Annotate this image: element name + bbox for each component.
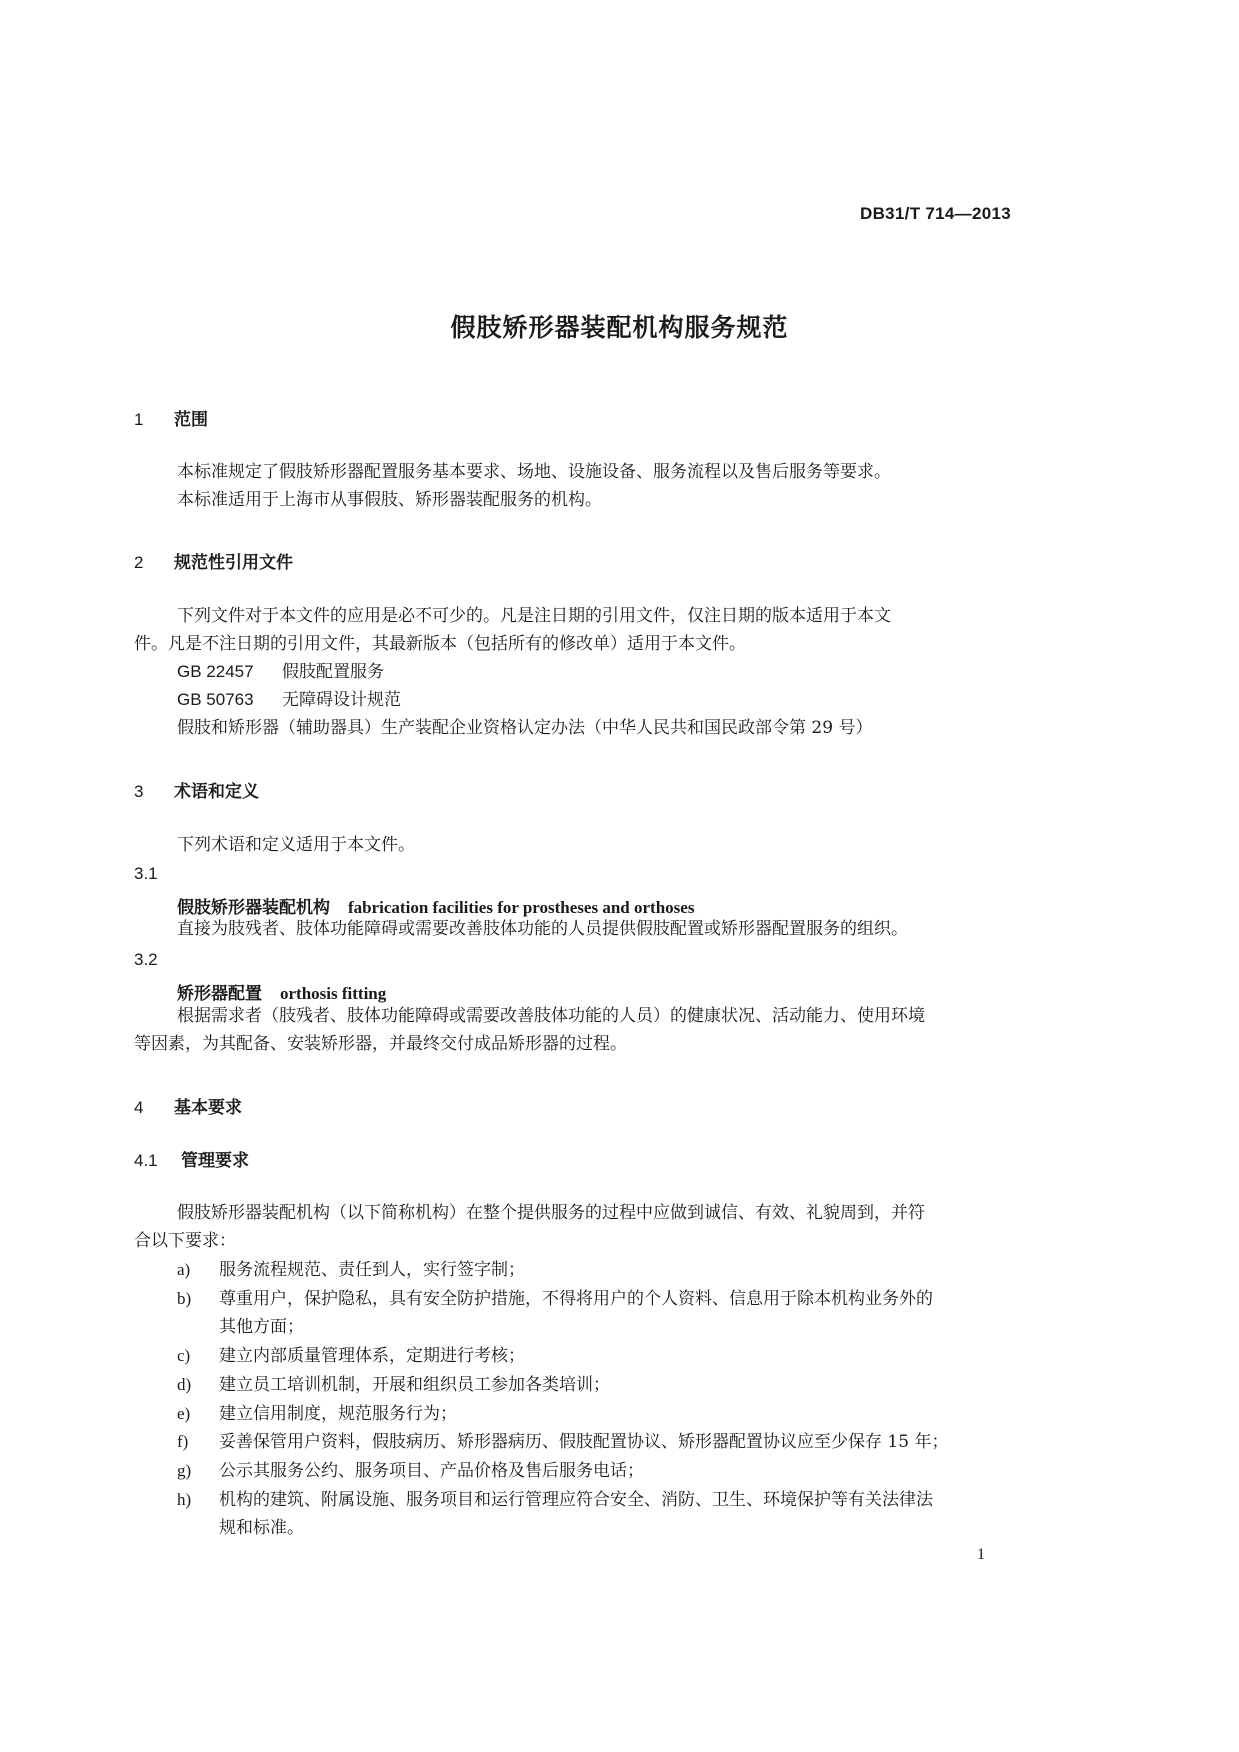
term-en: fabrication facilities for prostheses and orthoses: [348, 898, 695, 917]
page-number: 1: [977, 1546, 985, 1563]
list-label: e): [177, 1404, 191, 1423]
term-zh: 矫形器配置: [177, 984, 262, 1004]
list-label: b): [177, 1289, 192, 1308]
list-item: [177, 1342, 525, 1370]
term-heading: [177, 979, 386, 1004]
reference-item: 假肢和矫形器（辅助器具）生产装配企业资格认定办法（中华人民共和国民政部令第 29 号）: [177, 718, 873, 738]
list-text: 机构的建筑、附属设施、服务项目和运行管理应符合安全、消防、卫生、环境保护等有关法律法: [219, 1490, 933, 1510]
section-number: 3: [134, 782, 144, 801]
list-item: [177, 1256, 525, 1284]
section-number: 4: [134, 1098, 144, 1117]
subsection-4-1-heading: [134, 1146, 249, 1171]
paragraph-line: 合以下要求：: [134, 1231, 236, 1251]
list-label: h): [177, 1490, 192, 1509]
list-item: [177, 1428, 948, 1456]
paragraph: 本标准适用于上海市从事假肢、矫形器装配服务的机构。: [177, 490, 602, 510]
list-text: 建立信用制度，规范服务行为；: [219, 1404, 457, 1424]
section-3-heading: [134, 777, 259, 802]
list-label: f): [177, 1432, 189, 1451]
paragraph-line: 假肢矫形器装配机构（以下简称机构）在整个提供服务的过程中应做到诚信、有效、礼貌周到，并符: [177, 1203, 925, 1223]
list-text: 尊重用户，保护隐私，具有安全防护措施，不得将用户的个人资料、信息用于除本机构业务外的: [219, 1289, 933, 1309]
term-en: orthosis fitting: [280, 984, 387, 1003]
paragraph-line: 下列文件对于本文件的应用是必不可少的。凡是注日期的引用文件，仅注日期的版本适用于本文: [177, 606, 891, 626]
standard-code: DB31/T 714—2013: [860, 204, 1011, 223]
section-number: 2: [134, 553, 144, 572]
section-2-heading: [134, 548, 293, 573]
section-title: 规范性引用文件: [174, 553, 293, 573]
list-text: 建立内部质量管理体系，定期进行考核；: [219, 1346, 525, 1366]
section-title: 范围: [174, 410, 208, 430]
section-4-heading: [134, 1093, 242, 1118]
section-title: 基本要求: [174, 1098, 242, 1118]
reference-name: 假肢配置服务: [282, 662, 384, 682]
list-text: 服务流程规范、责任到人，实行签字制；: [219, 1260, 525, 1280]
page-title: 假肢矫形器装配机构服务规范: [450, 313, 789, 342]
term-zh: 假肢矫形器装配机构: [177, 898, 330, 918]
list-item: [177, 1400, 457, 1428]
list-text: 建立员工培训机制，开展和组织员工参加各类培训；: [219, 1375, 610, 1395]
reference-code: GB 50763: [177, 690, 254, 709]
term-number: 3.1: [134, 864, 158, 883]
list-item: [177, 1371, 610, 1399]
term-definition: 直接为肢残者、肢体功能障碍或需要改善肢体功能的人员提供假肢配置或矫形器配置服务的组织。: [177, 919, 908, 939]
list-item: [177, 1285, 933, 1313]
paragraph: 下列术语和定义适用于本文件。: [177, 835, 415, 855]
reference-name: 无障碍设计规范: [282, 690, 401, 710]
list-label: d): [177, 1375, 192, 1394]
list-label: c): [177, 1346, 191, 1365]
term-definition-line: 等因素，为其配备、安装矫形器，并最终交付成品矫形器的过程。: [134, 1034, 627, 1054]
list-label: a): [177, 1260, 191, 1279]
reference-item: [177, 658, 384, 686]
section-title: 术语和定义: [174, 782, 259, 802]
section-number: 1: [134, 410, 144, 429]
list-item: [177, 1457, 644, 1485]
paragraph-line: 件。凡是不注日期的引用文件，其最新版本（包括所有的修改单）适用于本文件。: [134, 634, 746, 654]
list-item-continuation: 其他方面；: [219, 1317, 304, 1337]
subsection-title: 管理要求: [181, 1151, 249, 1171]
term-definition-line: 根据需求者（肢残者、肢体功能障碍或需要改善肢体功能的人员）的健康状况、活动能力、使用环境: [177, 1006, 925, 1026]
list-item-continuation: 规和标准。: [219, 1518, 304, 1538]
subsection-number: 4.1: [134, 1151, 158, 1170]
list-label: g): [177, 1461, 192, 1480]
list-text: 妥善保管用户资料，假肢病历、矫形器病历、假肢配置协议、矫形器配置协议应至少保存 15 年；: [219, 1432, 949, 1452]
list-text: 公示其服务公约、服务项目、产品价格及售后服务电话；: [219, 1461, 644, 1481]
paragraph: 本标准规定了假肢矫形器配置服务基本要求、场地、设施设备、服务流程以及售后服务等要求。: [177, 462, 891, 482]
list-item: [177, 1486, 933, 1514]
term-number: 3.2: [134, 950, 158, 969]
reference-code: GB 22457: [177, 662, 254, 681]
section-1-heading: [134, 405, 208, 430]
reference-item: [177, 686, 401, 714]
